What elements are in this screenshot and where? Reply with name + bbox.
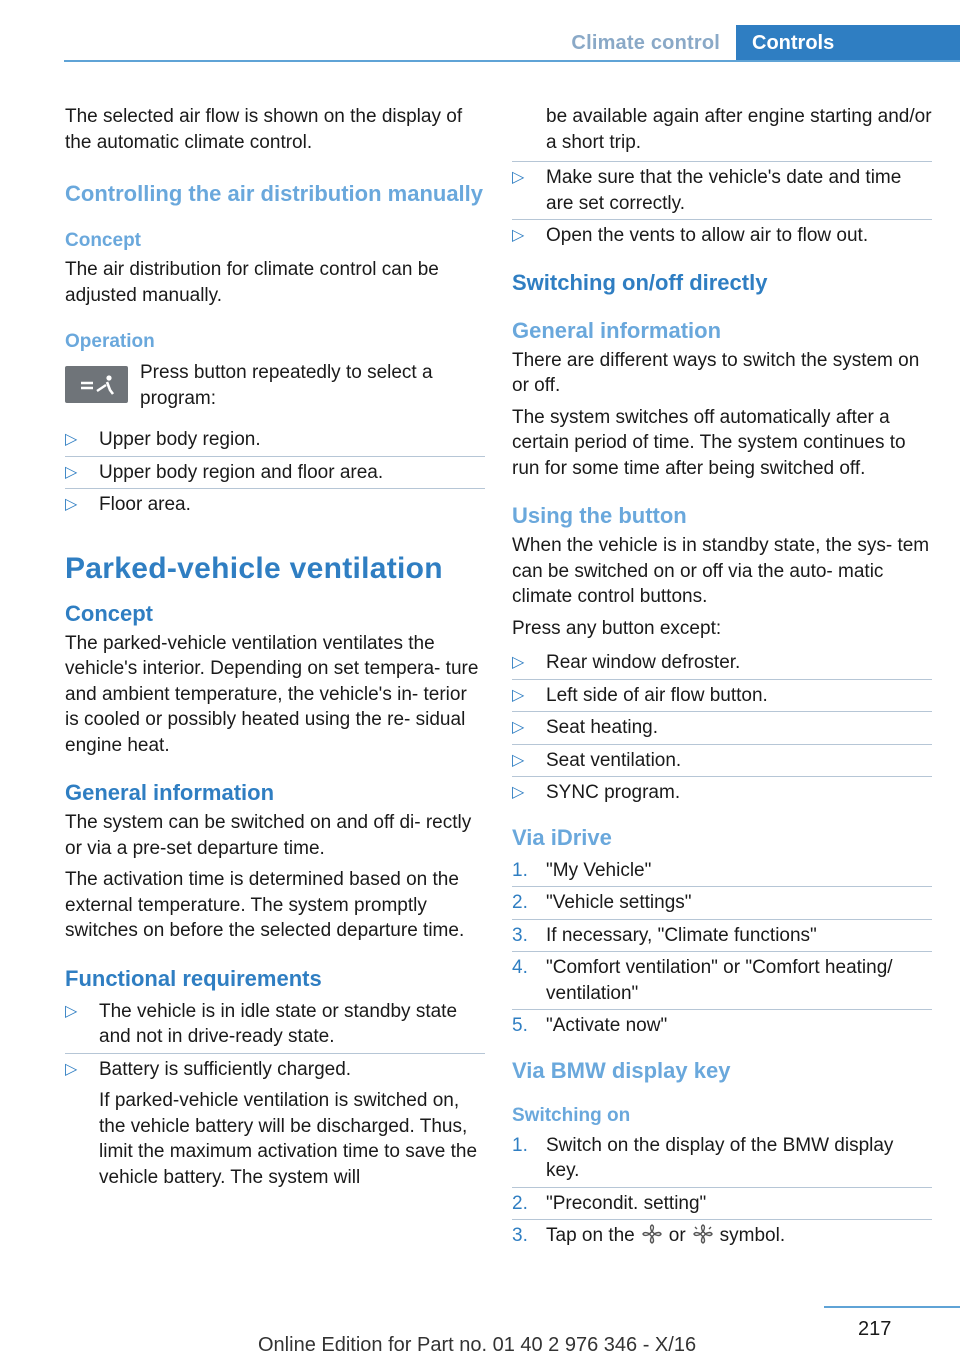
requirements-list — [65, 996, 485, 1194]
heading-via-idrive: Via iDrive — [512, 824, 612, 850]
footer-rule — [824, 1306, 960, 1308]
triangle-bullet-icon: ▷ — [512, 169, 525, 186]
triangle-bullet-icon: ▷ — [512, 654, 525, 671]
list-item: 5. "Activate now" — [512, 1015, 668, 1036]
list-item: 1. "My Vehicle" — [512, 855, 932, 888]
heading-functional-requirements: Functional requirements — [65, 965, 322, 991]
list-item: ▷ Upper body region and floor area. — [65, 457, 485, 490]
heading-switching-directly: Switching on/off directly — [512, 269, 768, 295]
list-item: 1. Switch on the display of the BMW display key. — [512, 1130, 932, 1188]
operation-row — [65, 360, 485, 414]
list-item: 2. "Vehicle settings" — [512, 887, 932, 920]
button-paragraph: When the vehicle is in standby state, the sys‐ tem can be switched on or off via the auto‐ matic climate control buttons. — [512, 535, 930, 607]
list-item: ▷ SYNC program. — [512, 777, 932, 809]
heading-concept-2: Concept — [65, 600, 153, 626]
list-item: ▷ Seat heating. — [512, 712, 932, 745]
heading-manual-distribution: Controlling the air distribution manually — [65, 181, 484, 206]
header-section-title: Climate control — [571, 32, 720, 54]
header-chapter-label: Controls — [752, 32, 835, 54]
list-item: ▷ Battery is sufficiently charged. If parked-vehicle ventilation is switched on, the vehicle battery will be discharged. Thus, limit the maximum activation time to save the vehicle battery. The system will — [65, 1054, 485, 1194]
operation-paragraph: Press button repeatedly to select a program: — [140, 362, 433, 409]
heading-parked-ventilation: Parked-vehicle ventilation — [65, 551, 443, 585]
triangle-bullet-icon: ▷ — [512, 719, 525, 736]
list-item: ▷ Seat ventilation. — [512, 745, 932, 778]
battery-note: If parked-vehicle ventilation is switched on, the vehicle battery will be discharged. Thus, limit the maximum activation time to save the vehicle battery. The system will — [99, 1090, 478, 1188]
triangle-bullet-icon: ▷ — [65, 431, 78, 448]
triangle-bullet-icon: ▷ — [512, 784, 525, 801]
list-item: ▷ Make sure that the vehicle's date and time are set correctly. — [512, 162, 932, 220]
triangle-bullet-icon: ▷ — [512, 227, 525, 244]
heading-general-information: General information — [65, 780, 275, 805]
requirements-list-cont — [512, 162, 932, 252]
header-chapter-tab — [736, 25, 960, 61]
triangle-bullet-icon: ▷ — [512, 686, 525, 704]
heading-operation: Operation — [65, 331, 155, 352]
triangle-bullet-icon: ▷ — [512, 751, 525, 769]
fan-icon — [641, 1224, 663, 1244]
continued-paragraph: be available again after engine starting and/or a short trip. — [512, 104, 932, 162]
concept2-paragraph: The parked-vehicle ventilation ventilates the vehicle's interior. Depending on set tempera‐ ture and ambient temperature, the vehicle's in‐ terior is cooled or possibly heated using the re‐ sidual engine heat. — [65, 632, 479, 756]
page-header — [0, 0, 960, 62]
operation-list — [65, 424, 485, 521]
list-item: 4. "Comfort ventilation" or "Comfort heating/ ventilation" — [512, 952, 932, 1010]
heading-via-display-key: Via BMW display key — [512, 1057, 731, 1083]
list-item: 3. If necessary, "Climate functions" — [512, 920, 932, 953]
general-paragraph-1: The system can be switched on and off di‐ rectly or via a pre-set departure time. — [65, 812, 472, 859]
triangle-bullet-icon: ▷ — [65, 1060, 78, 1078]
general2-paragraph-1: There are different ways to switch the system on or off. — [512, 349, 920, 396]
triangle-bullet-icon: ▷ — [65, 496, 78, 513]
triangle-bullet-icon: ▷ — [65, 1002, 78, 1020]
list-item: ▷ Open the vents to allow air to flow out. — [512, 220, 932, 252]
heading-switching-on: Switching on — [512, 1104, 631, 1126]
concept-paragraph: The air distribution for climate control can be adjusted manually. — [65, 259, 439, 306]
display-key-steps — [512, 1130, 932, 1252]
heading-using-button: Using the button — [512, 503, 687, 528]
except-list — [512, 647, 932, 809]
general2-paragraph-2: The system switches off automatically after a certain period of time. The system continues to run for some time after being switched off. — [512, 406, 906, 479]
right-column — [512, 104, 932, 1258]
list-item: ▷ Left side of air flow button. — [512, 680, 932, 713]
heading-general-information-2: General information — [512, 317, 722, 343]
list-item: ▷ Upper body region. — [65, 424, 485, 457]
header-rule — [64, 60, 960, 62]
list-item: ▷ Rear window defroster. — [512, 647, 932, 680]
list-item: ▷ The vehicle is in idle state or standby state and not in drive-ready state. — [65, 996, 485, 1054]
general-paragraph-2: The activation time is determined based on the external temperature. The system promptly switches on before the selected departure time. — [65, 869, 465, 941]
list-item: ▷ Floor area. — [65, 489, 485, 521]
list-item: 3. Tap on the or symbol. — [512, 1225, 786, 1246]
air-distribution-icon — [65, 366, 128, 403]
heading-concept: Concept — [65, 230, 141, 251]
intro-paragraph: The selected air flow is shown on the display of the automatic climate control. — [65, 106, 463, 153]
idrive-steps — [512, 855, 932, 1042]
left-column — [65, 104, 485, 1199]
page-number: 217 — [858, 1318, 892, 1340]
list-item: 2. "Precondit. setting" — [512, 1188, 932, 1221]
triangle-bullet-icon: ▷ — [65, 463, 78, 481]
press-paragraph: Press any button except: — [512, 617, 722, 639]
footer-edition: Online Edition for Part no. 01 40 2 976 346 - X/16 — [258, 1334, 697, 1356]
fan-heat-icon — [692, 1224, 714, 1244]
